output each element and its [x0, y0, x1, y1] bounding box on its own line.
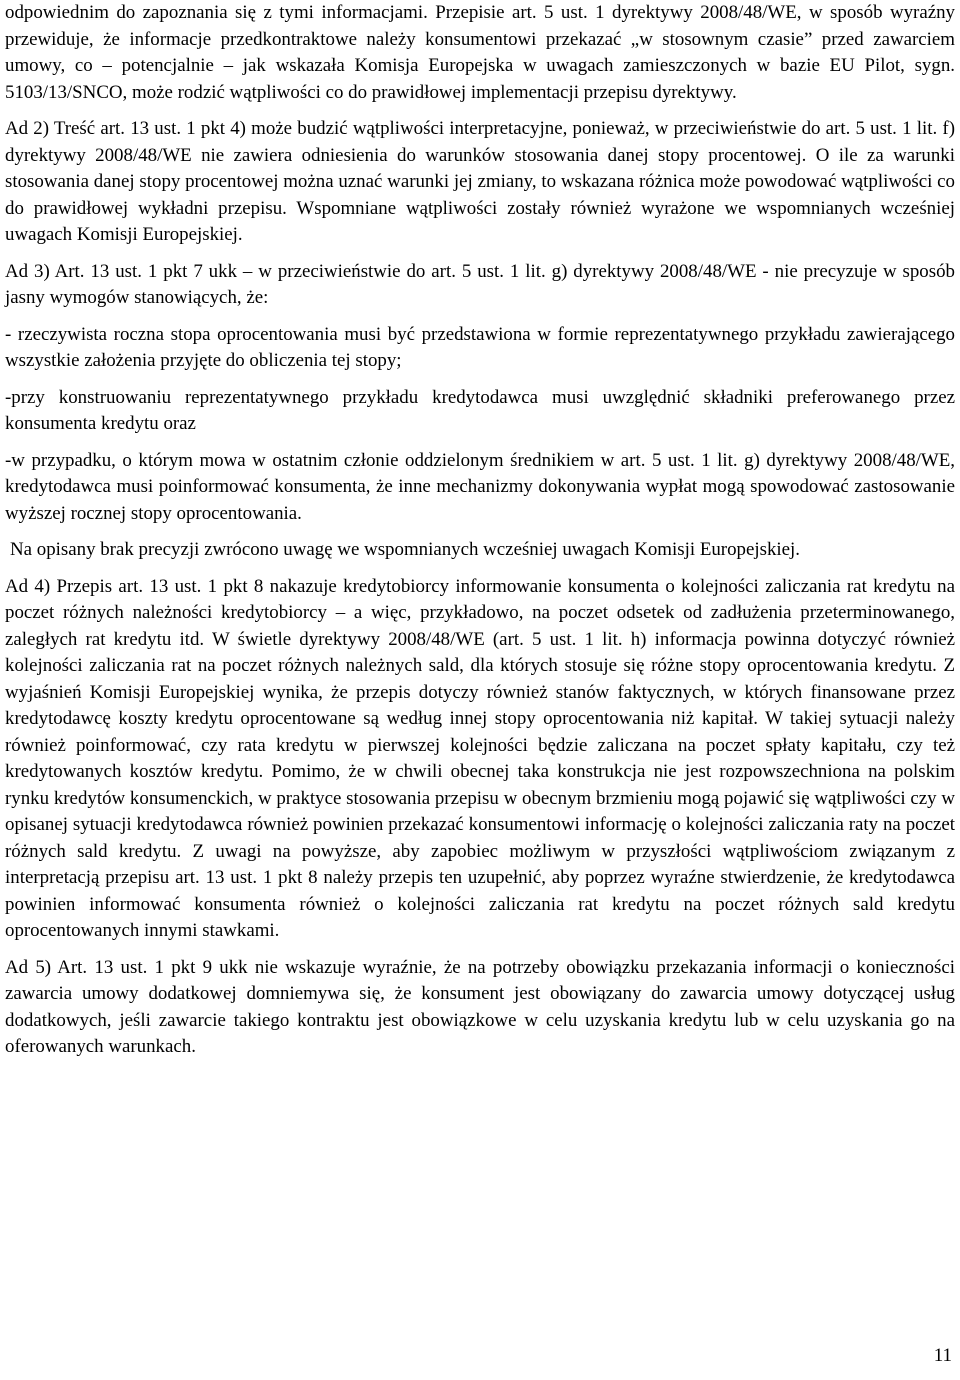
- paragraph-ad-4: Ad 4) Przepis art. 13 ust. 1 pkt 8 nakazuje kredytobiorcy informowanie konsumenta o kolejności zaliczania rat kredytu na poczet różnych należności kredytobiorcy – a więc, przykładowo, na poczet odsetek od zadłużenia przeterminowanego, zaległych rat kredytu itd. W świetle dyrektywy 2008/48/WE (art. 5 ust. 1 lit. h) informacja powinna dotyczyć również kolejności zaliczania rat na poczet różnych należnych sald, dla których stosuje się różne stopy oprocentowania kredytu. Z wyjaśnień Komisji Europejskiej wynika, że przepis dotyczy również stanów faktycznych, w których finansowane przez kredytodawcę koszty kredytu oprocentowane są według innej stopy oprocentowania niż kapitał. W takiej sytuacji należy również poinformować, czy rata kredytu w pierwszej kolejności będzie zaliczana na poczet spłaty kapitału, czy też kredytowanych kosztów kredytu. Pomimo, że w chwili obecnej taka konstrukcja nie jest rozpowszechniona na polskim rynku kredytów konsumenckich, w praktyce stosowania przepisu w obecnym brzmieniu mogą pojawić się wątpliwości czy w opisanej sytuacji kredytodawca również powinien przekazać konsumentowi informację o kolejności zaliczania raty na poczet różnych sald kredytu. Z uwagi na powyższe, aby zapobiec możliwym w przyszłości wątpliwościom związanym z interpretacją przepisu art. 13 ust. 1 pkt 8 należy przepis ten uzupełnić, aby poprzez wyraźne stwierdzenie, że kredytodawca powinien informować konsumenta również o kolejności zaliczania rat kredytu na poczet różnych sald kredytu oprocentowanych innymi stawkami.: [5, 575, 955, 941]
- paragraph-ad-2: Ad 2) Treść art. 13 ust. 1 pkt 4) może budzić wątpliwości interpretacyjne, ponieważ, w przeciwieństwie do art. 5 ust. 1 lit. f) dyrektywy 2008/48/WE nie zawiera odniesienia do warunków stosowania danej stopy procentowej. O ile za warunki stosowania danej stopy procentowej można uznać warunki jej zmiany, to wskazana różnica może powodować wątpliwości co do prawidłowej wykładni przepisu. Wspomniane wątpliwości zostały również wyrażone we wspomnianych wcześniej uwagach Komisji Europejskiej.: [5, 118, 955, 245]
- paragraph-ad-3: Ad 3) Art. 13 ust. 1 pkt 7 ukk – w przeciwieństwie do art. 5 ust. 1 lit. g) dyrektywy 2008/48/WE - nie precyzuje w sposób jasny wymogów stanowiących, że:: [5, 260, 955, 308]
- document-page: [5, 0, 955, 1061]
- page-number: 11: [933, 1345, 952, 1366]
- paragraph-bullet-3: -w przypadku, o którym mowa w ostatnim członie oddzielonym średnikiem w art. 5 ust. 1 lit. g) dyrektywy 2008/48/WE, kredytodawca musi poinformować konsumenta, że inne mechanizmy dokonywania wypłat mogą spowodować zastosowanie wyższej rocznej stopy oprocentowania.: [5, 449, 955, 524]
- paragraph-bullet-2: -przy konstruowaniu reprezentatywnego przykładu kredytodawca musi uwzględnić składniki preferowanego przez konsumenta kredytu oraz: [5, 386, 955, 434]
- paragraph-ad-5: Ad 5) Art. 13 ust. 1 pkt 9 ukk nie wskazuje wyraźnie, że na potrzeby obowiązku przekazania informacji o konieczności zawarcia umowy dodatkowej domniemywa się, że konsument jest obowiązany do zawarcia umowy dotyczącej usług dodatkowych, jeśli zawarcie takiego kontraktu jest obowiązkowe w celu uzyskania kredytu lub w celu uzyskania go na oferowanych warunkach.: [5, 956, 955, 1057]
- paragraph-intro: odpowiednim do zapoznania się z tymi informacjami. Przepisie art. 5 ust. 1 dyrektywy 2008/48/WE, w sposób wyraźny przewiduje, że informacje przedkontraktowe należy konsumentowi przekazać „w stosownym czasie” przed zawarciem umowy, co – potencjalnie – jak wskazała Komisja Europejska w uwagach zamieszczonych w bazie EU Pilot, sygn. 5103/13/SNCO, może rodzić wątpliwości co do prawidłowej implementacji przepisu dyrektywy.: [5, 2, 955, 103]
- paragraph-bullet-1: - rzeczywista roczna stopa oprocentowania musi być przedstawiona w formie reprezentatywnego przykładu zawierającego wszystkie założenia przyjęte do obliczenia tej stopy;: [5, 323, 955, 371]
- paragraph-precision-note: Na opisany brak precyzji zwrócono uwagę we wspomnianych wcześniej uwagach Komisji Europejskiej.: [10, 539, 801, 560]
